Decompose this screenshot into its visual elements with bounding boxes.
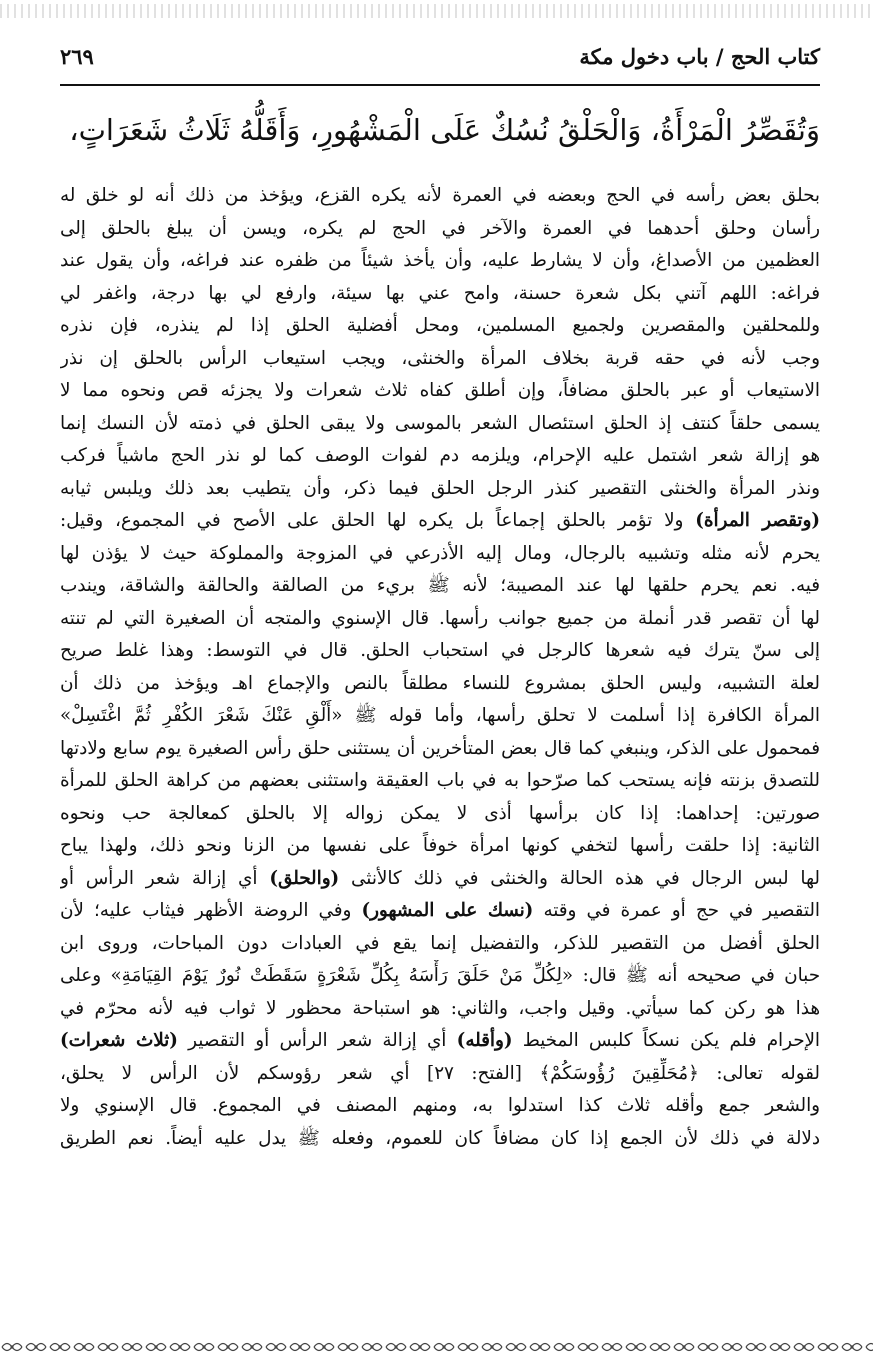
commentary-body [60,180,820,1320]
text-line [60,863,820,896]
bold-matn-quote: (وتقصر المرأة) [695,510,820,532]
text-line [60,213,820,246]
line-segment: وجب لأنه في حقه قربة بخلاف المرأة والخنثى، ويجب استيعاب الرأس بالحلق إن نذر [60,347,820,369]
header-rule [60,84,820,86]
line-segment: فمحمول على الذكر، وينبغي كما قال بعض المتأخرين أن يستثنى حلق رأس الصغيرة يوم سابع ولادتها [60,737,820,759]
bold-matn-quote: (وأقله) [456,1030,513,1052]
text-line [60,310,820,343]
text-line [60,505,820,538]
text-line [60,635,820,668]
bold-matn-quote: (ثلاث شعرات) [60,1030,178,1052]
text-line [60,408,820,441]
line-segment: أي إزالة شعر الرأس أو التقصير [177,1030,457,1052]
text-line [60,1025,820,1058]
text-line [60,1123,820,1156]
line-segment: وفي الروضة الأظهر فيثاب عليه؛ لأن [60,900,362,922]
text-line [60,440,820,473]
text-line [60,343,820,376]
line-segment: رأسان وحلق أحدهما في العمرة والآخر في الحج لم يكره، ويسن أن يبلغ بالحلق إلى [60,217,820,239]
text-line [60,603,820,636]
line-segment: الإحرام فلم يكن نسكاً كلبس المخيط [512,1030,820,1052]
line-segment: المرأة الكافرة إذا أسلمت لا تحلق رأسها، وأما قوله ﷺ «أَلْقِ عَنْكَ شَعْرَ الكُفْرِ ثُمَّ اغْتَسِلْ» [60,705,820,727]
line-segment: ولا تؤمر بالحلق إجماعاً بل يكره لها الحلق على الأصح في المجموع، وقيل: [60,510,696,532]
line-segment: إلى سنّ يترك فيه شعرها كالرجل في استحباب الحلق. قال في التوسط: وهذا غلط صريح [60,640,820,662]
text-line [60,278,820,311]
line-segment: العظمين من الأصداغ، وأن لا يشارط عليه، وأن يأخذ شيئاً من ظفره عند فراغه، وأن يقول عند [60,250,820,272]
bold-matn-quote: (نسك على المشهور) [361,900,534,922]
line-segment: دلالة في ذلك لأن الجمع إذا كان مضافاً كان للعموم، وفعله ﷺ يدل عليه أيضاً. نعم الطريق [60,1127,820,1149]
bold-matn-quote: (والحلق) [269,867,340,889]
line-segment: أي إزالة شعر الرأس أو [60,867,270,889]
text-line [60,570,820,603]
running-head-chapter: كتاب الحج / باب دخول مكة [579,44,820,69]
line-segment: هذا هو ركن كما سيأتي. وقيل واجب، والثاني: هو استباحة محظور لا ثواب فيه لأنه محرّم في [60,997,820,1019]
text-line [60,375,820,408]
line-segment: للتصدق بزنته فإنه يستحب كما صرّحوا به في باب العقيقة واستثنى بعضهم من كراهة الحلق للمرأة [60,770,820,792]
text-line [60,700,820,733]
line-segment: يسمى حلقاً كنتف إذ الحلق استئصال الشعر بالموسى ولا يبقى الحلق في ذمته لأن النسك إنما [60,412,820,434]
line-segment: لها أن تقصر قدر أنملة من جميع جوانب رأسها. قال الإسنوي والمتجه أن الصغيرة التي لم تنته [60,607,820,629]
text-line [60,538,820,571]
text-line [60,180,820,213]
text-line [60,960,820,993]
line-segment: والشعر جمع وأقله ثلاث كذا استدلوا به، ومنهم المصنف في المجموع. قال الإسنوي ولا [60,1095,820,1117]
page-number: ٢٦٩ [60,44,94,69]
text-line [60,765,820,798]
text-line [60,668,820,701]
line-segment: صورتين: إحداهما: إذا كان برأسها أذى لا يمكن زواله إلا بالحلق كمعالجة حب ونحوه [60,802,820,824]
line-segment: لها لبس الرجال في هذه الحالة والخنثى في ذلك كالأنثى [339,867,820,889]
line-segment: الاستيعاب أو عبر بالحلق مضافاً، وإن أطلق كفاه ثلاث شعرات ولا يجزئه قص ونحوه مما لا [60,380,820,402]
text-line [60,830,820,863]
text-line [60,798,820,831]
ornamental-border [0,1338,873,1356]
line-segment: يحرم لأنه مثله وتشبيه بالرجال، ومال إليه الأذرعي في المزوجة والمملوكة حيث لا يؤذن لها [60,542,820,564]
line-segment: حبان في صحيحه أنه ﷺ قال: «لِكُلِّ مَنْ حَلَقَ رَأْسَهُ بِكُلِّ شَعْرَةٍ سَقَطَتْ نُورٌ يَوْمَ القِيَامَةِ» وعلى [60,965,820,987]
text-line [60,473,820,506]
line-segment: فيه. نعم يحرم حلقها لها عند المصيبة؛ لأنه ﷺ بريء من الصالقة والحالقة والشاقة، ويندب [60,575,820,597]
line-segment: لقوله تعالى: ﴿مُحَلِّقِينَ رُؤُوسَكُمْ﴾ [الفتح: ٢٧] أي شعر رؤوسكم لأن الرأس لا يحلق، [60,1062,820,1084]
text-line [60,245,820,278]
scan-edge-noise [0,4,873,18]
text-line [60,1090,820,1123]
line-segment: فراغه: اللهم آتني بكل شعرة حسنة، وامح عني بها سيئة، وارفع لي بها درجة، واغفر لي [60,282,820,304]
line-segment: الحلق أفضل من التقصير للذكر، والتفضيل إنما يقع في العبادات دون المباحات، وروى ابن [60,932,820,954]
line-segment: هو إزالة شعر اشتمل عليه الإحرام، ويلزمه دم لفوات الوصف كما لو نذر الحج ماشياً فركب [60,445,820,467]
matn-heading: وَتُقَصِّرُ الْمَرْأَةُ، وَالْحَلْقُ نُسُكٌ عَلَى الْمَشْهُورِ، وَأَقَلُّهُ ثَلَاثُ شَعَرَاتٍ، [69,113,820,147]
line-segment: بحلق بعض رأسه في الحج وبعضه في العمرة لأنه يكره القزع، ويؤخذ من ذلك أنه لو خلق له [60,185,820,206]
line-segment: لعلة التشبيه، وليس الحلق بمشروع للنساء مطلقاً بالنص والإجماع اهـ ويؤخذ من ذلك أن [60,672,820,694]
text-line [60,928,820,961]
text-line [60,733,820,766]
line-segment: ونذر المرأة والخنثى التقصير كنذر الرجل الحلق فيما ذكر، وأن يتطيب بعد ذلك ويلبس ثيابه [60,477,820,499]
line-segment: الثانية: إذا حلقت رأسها لتخفي كونها امرأة خوفاً على نفسها من الزنا ونحو ذلك، ولهذا يباح [60,835,820,857]
text-line [60,1058,820,1091]
line-segment: وللمحلقين والمقصرين ولجميع المسلمين، ومحل أفضلية الحلق إذا لم ينذره، فإن نذره [60,315,820,337]
page-header [60,38,820,86]
text-line [60,895,820,928]
line-segment: التقصير في حج أو عمرة في وقته [533,900,820,922]
text-line [60,993,820,1026]
